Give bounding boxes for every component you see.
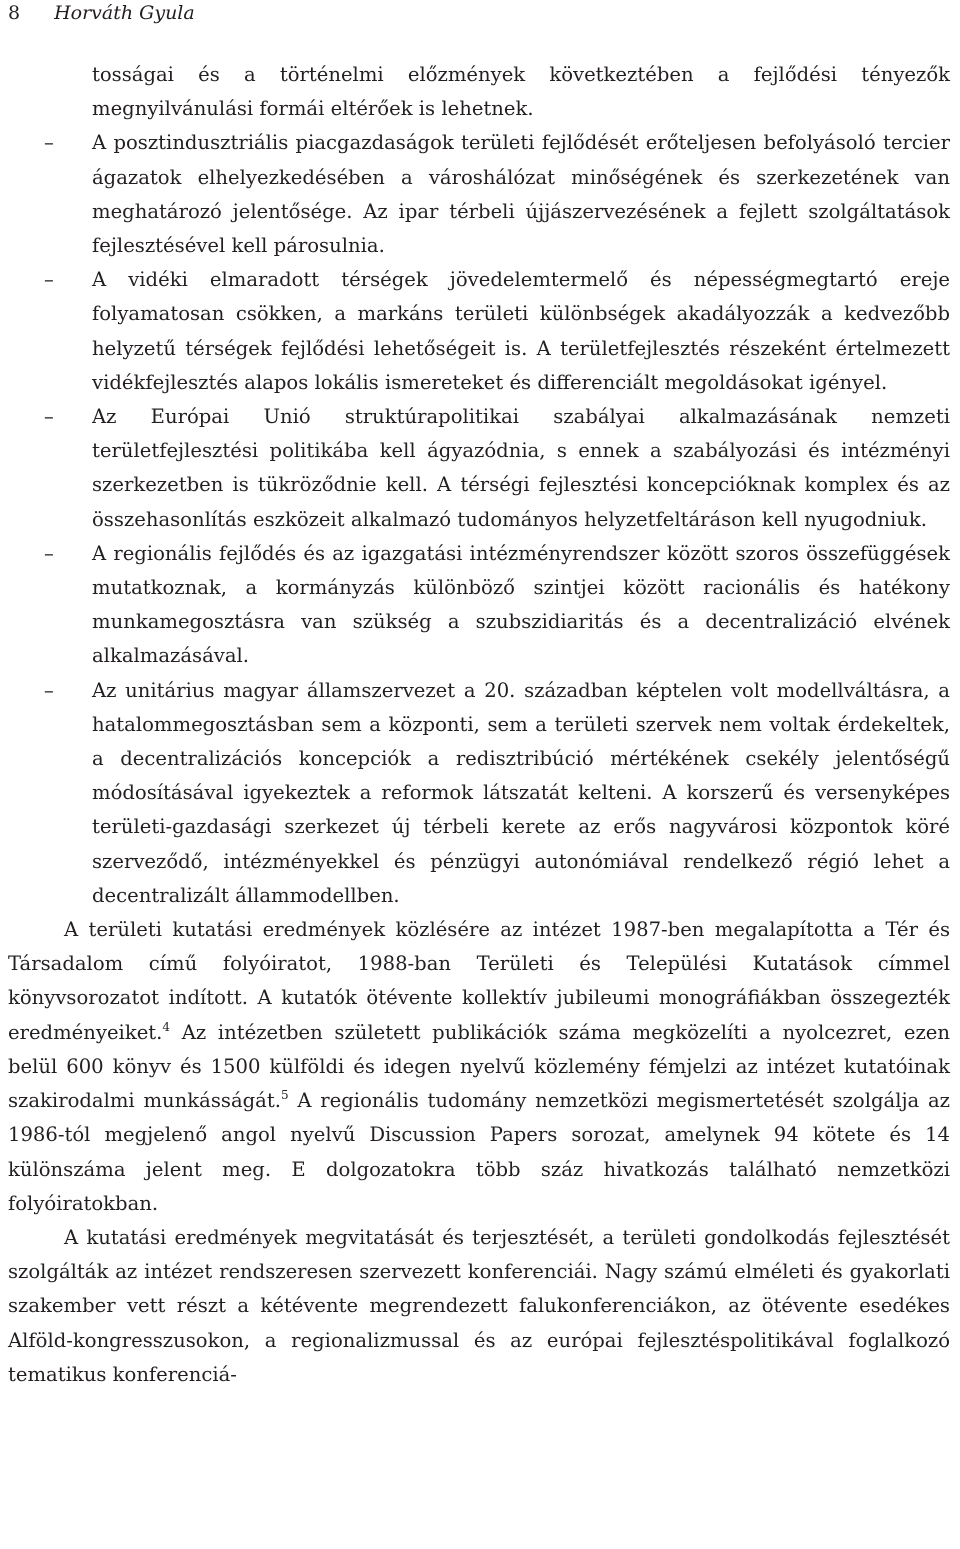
footnote-reference[interactable]: 4 [162,1019,171,1034]
dash-list [8,126,950,913]
list-item-text: A regionális fejlődés és az igazgatási intézményrendszer között szoros összefüggések mutatkoznak, a kormányzás különböző szintjei között racionális és hatékony munkamegosztásra van szükség a szubszidiaritás és a decentralizáció elvének alkalmazásával. [92,541,950,668]
dash-bullet: – [44,131,54,155]
list-item-text: A posztindusztriális piacgazdaságok területi fejlődését erőteljesen befolyásoló tercier ágazatok elhelyezkedésében a városhálózat minőségének és szerkezetének van meghatározó jelentősége. Az ipar térbeli újjászervezésének a fejlett szolgáltatások fejlesztésével kell párosulnia. [92,131,950,258]
running-head-author: Horváth Gyula [54,2,195,24]
body-paragraph-conferences: A kutatási eredmények megvitatását és terjesztését, a területi gondolkodás fejlesztését szolgálták az intézet rendszeresen szervezett konferenciái. Nagy számú elméleti és gyakorlati szakember vett részt a kétévente megrendezett falukonferenciákon, az ötévente esedékes Alföld-kongresszusokon, a regionalizmussal és az európai fejlesztéspolitikával foglalkozó tematikus konferenciá- [8,1225,950,1386]
list-item [44,674,950,913]
page-body [8,58,950,1392]
list-continuation-text: tosságai és a történelmi előzmények következtében a fejlődési tényezők megnyilvánulási formái eltérőek is lehetnek. [92,63,950,121]
list-item [44,537,950,674]
dash-bullet: – [44,405,54,429]
list-item-text: A vidéki elmaradott térségek jövedelemtermelő és népességmegtartó ereje folyamatosan csökken, a markáns területi különbségek akadályozzák a kedvezőbb helyzetű térségek fejlődési lehetőségeit is. A területfejlesztés részeként értelmezett vidékfejlesztés alapos lokális ismereteket és differenciált megoldásokat igényel. [92,268,950,394]
paragraph-text: Az intézetben született publikációk száma megközelíti a nyolcezret, ezen belül 600 könyv és 1500 külföldi és idegen nyelvű közlemény fémjelzi az intézet kutatóinak szakirodalmi munkásságát. [8,1020,950,1113]
running-head [8,0,195,26]
footnote-reference[interactable]: 5 [280,1088,289,1103]
dash-bullet: – [44,268,54,292]
list-item [44,400,950,537]
list-item [44,126,950,263]
list-item-text: Az Európai Unió struktúrapolitikai szabályai alkalmazásának nemzeti területfejlesztési politikába kell ágyazódnia, s ennek a szabályozási és intézményi szerkezetben is tükröződnie kell. A térségi fejlesztési koncepcióknak komplex és az összehasonlítás eszközeit alkalmazó tudományos helyzetfeltáráson kell nyugodniuk. [92,405,950,531]
page-number: 8 [8,2,21,24]
dash-bullet: – [44,541,54,565]
paragraph-text: A területi kutatási eredmények közlésére az intézet 1987-ben megalapította a Tér és Társadalom című folyóiratot, 1988-ban Területi és Települési Kutatások címmel könyvsorozatot indított. A kutatók ötévente kollektív jubileumi monográfiákban összegezték eredményeiket. [8,918,950,1044]
list-item-text: Az unitárius magyar államszervezet a 20. században képtelen volt modellváltásra, a hatalommegosztásban sem a központi, sem a területi szervek nem voltak érdekeltek, a decentralizációs koncepciók a redisztribúció mértékének csekély jelentőségű módosításával igyekeztek a reformok látszatát kelteni. A korszerű és versenyképes területi-gazdasági szerkezet új térbeli kerete az erős nagyvárosi központok köré szerveződő, intézményekkel és pénzügyi autonómiával rendelkező régió lehet a decentralizált állammodellben. [92,678,950,907]
paragraph-text: A regionális tudomány nemzetközi megismertetését szolgálja az 1986-tól megjelenő angol nyelvű Discussion Papers sorozat, amelynek 94 kötete és 14 különszáma jelent meg. E dolgozatokra több száz hivatkozás található nemzetközi folyóiratokban. [8,1089,950,1215]
dash-bullet: – [44,678,54,702]
list-item [44,263,950,400]
body-paragraph-publications [8,913,950,1221]
